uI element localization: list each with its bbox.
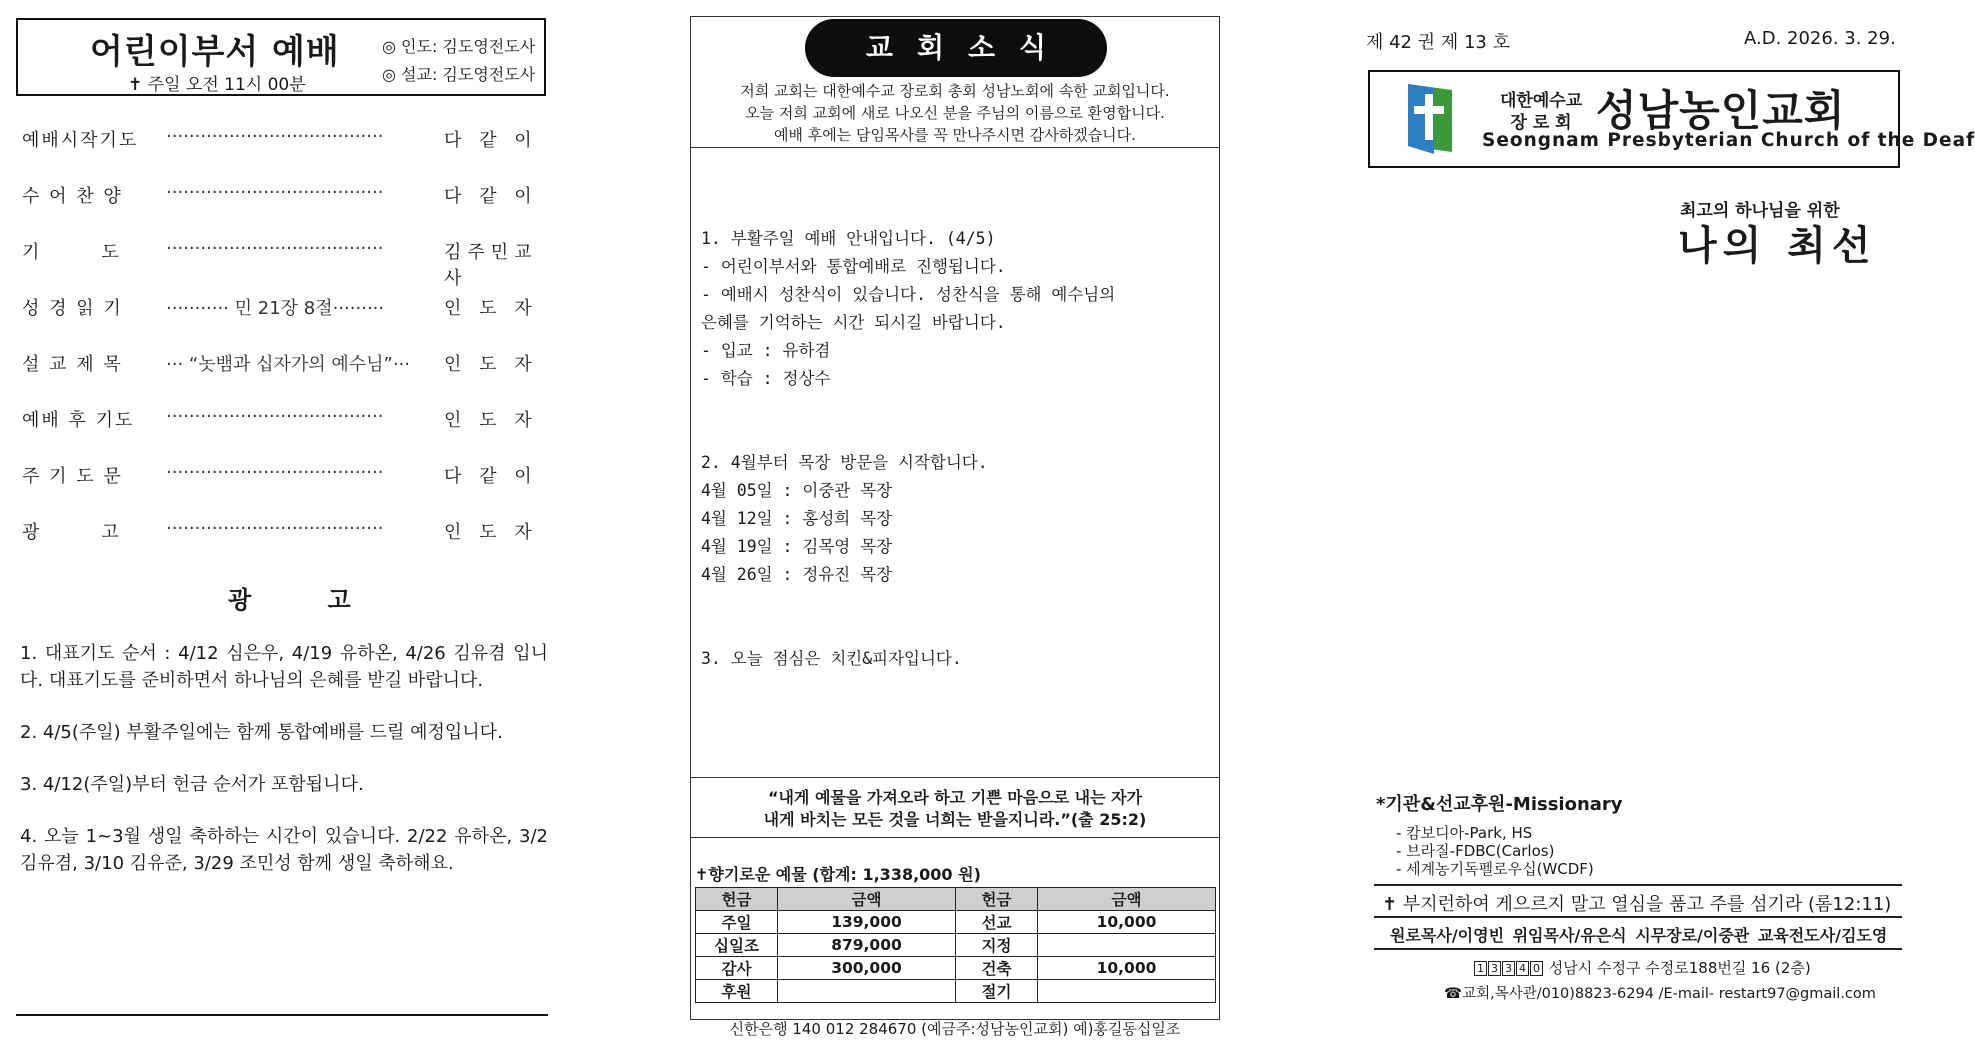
table-cell	[1038, 980, 1216, 1003]
order-item-sermon-title: ··· “놋뱀과 십자가의 예수님”···	[166, 354, 411, 375]
verse-line: 내게 바치는 모든 것을 너희는 받을지니라.”(출 25:2)	[763, 810, 1147, 829]
table-cell: 십일조	[696, 934, 778, 957]
table-cell: 절기	[956, 980, 1038, 1003]
church-news-panel	[690, 0, 1220, 1052]
table-header-cell: 금액	[1038, 888, 1216, 911]
news-line: - 입교 : 유하겸	[701, 341, 831, 360]
intro-line: 오늘 저희 교회에 새로 나오신 분을 주님의 이름으로 환영합니다.	[745, 104, 1165, 122]
church-name-english: Seongnam Presbyterian Church of the Deaf	[1482, 130, 1975, 151]
intro-line: 저희 교회는 대한예수교 장로회 총회 성남노회에 속한 교회입니다.	[740, 82, 1170, 100]
table-row	[696, 980, 1216, 1003]
service-title: 어린이부서 예배	[90, 32, 340, 72]
table-row	[696, 957, 1216, 980]
news-line: - 학습 : 정상수	[701, 369, 831, 388]
service-time: ✝ 주일 오전 11시 00분	[128, 75, 306, 95]
denomination-line: 대한예수교	[1500, 91, 1583, 111]
order-item-who: 다 같 이	[444, 466, 538, 487]
order-item-who: 인 도 자	[444, 410, 538, 431]
table-cell: 건축	[956, 957, 1038, 980]
news-line: 3. 오늘 점심은 치킨&피자입니다.	[701, 649, 962, 668]
order-item-leader-dots: ······································	[166, 238, 384, 259]
staff-list: 원로목사/이영빈 위임목사/유은식 시무장로/이중관 교육전도사/김도영	[1390, 926, 1888, 945]
order-item	[20, 120, 540, 176]
phone-icon: ☎	[1444, 986, 1463, 1002]
postcode-digit: 4	[1516, 961, 1529, 976]
order-item-leader-dots: ······································	[166, 518, 384, 539]
table-cell: 지정	[956, 934, 1038, 957]
announcements-heading: 광 고	[228, 586, 385, 614]
intro-divider	[691, 147, 1219, 148]
address-text: 성남시 수정구 수정로188번길 16 (2층)	[1548, 959, 1811, 977]
order-item-leader-dots: ······································	[166, 182, 384, 203]
postcode-digit: 0	[1530, 961, 1543, 976]
quote-divider-top	[691, 777, 1219, 778]
contact-text: 교회,목사관/010)8823-6294 /E-mail- restart97@gmail.com	[1462, 986, 1876, 1002]
missionary-item: - 세계농기독펠로우십(WCDF)	[1396, 860, 1594, 878]
order-item-label: 성 경 읽 기	[22, 298, 123, 319]
table-cell: 879,000	[778, 934, 956, 957]
motto-title: 나의 최선	[1678, 223, 1877, 269]
postcode-digit: 1	[1474, 961, 1487, 976]
table-cell: 10,000	[1038, 957, 1216, 980]
order-item-label: 예배 후 기도	[22, 410, 135, 431]
order-item	[20, 232, 540, 288]
table-row	[696, 911, 1216, 934]
order-item	[20, 344, 540, 400]
issue-date: A.D. 2026. 3. 29.	[1744, 28, 1896, 49]
order-item-scripture: ··········· 민 21장 8절·········	[166, 298, 385, 319]
order-item	[20, 456, 540, 512]
service-header-box	[16, 18, 546, 96]
table-cell: 선교	[956, 911, 1038, 934]
order-item-who: 김주민교사	[444, 242, 538, 289]
verse-line: “내게 예물을 가져오라 하고 기쁜 마음으로 내는 자가	[767, 788, 1143, 807]
order-item-label: 설 교 제 목	[22, 354, 123, 375]
order-item-who: 인 도 자	[444, 298, 538, 319]
table-cell: 감사	[696, 957, 778, 980]
postcode-digit: 3	[1488, 961, 1501, 976]
order-item-who: 인 도 자	[444, 522, 538, 543]
table-cell: 후원	[696, 980, 778, 1003]
news-line: - 예배시 성찬식이 있습니다. 성찬식을 통해 예수님의	[701, 285, 1116, 304]
verse-divider-top	[1374, 884, 1902, 886]
table-cell: 300,000	[778, 957, 956, 980]
cover-panel	[1360, 0, 1975, 1052]
news-line: 1. 부활주일 예배 안내입니다. (4/5)	[701, 229, 996, 248]
table-cell: 주일	[696, 911, 778, 934]
bible-verse: ✝ 부지런하여 게으르지 말고 열심을 품고 주를 섬기라 (롬12:11)	[1382, 894, 1892, 915]
news-line: 4월 19일 : 김목영 목장	[701, 537, 893, 556]
order-item-label: 기 도	[22, 242, 121, 263]
bottom-divider	[16, 1014, 548, 1016]
table-cell: 10,000	[1038, 911, 1216, 934]
news-line: 2. 4월부터 목장 방문을 시작합니다.	[701, 453, 988, 472]
staff-divider	[1374, 948, 1902, 950]
order-item	[20, 176, 540, 232]
order-item-leader-dots: ······································	[166, 406, 384, 427]
contact-info	[1444, 982, 1876, 1003]
news-line: 4월 26일 : 정유진 목장	[701, 565, 893, 584]
missionary-item: - 캄보디아-Park, HS	[1396, 824, 1533, 842]
order-item-label: 예배시작기도	[22, 130, 139, 151]
worship-order-panel	[0, 0, 560, 1052]
news-intro	[691, 80, 1219, 146]
table-header-cell: 헌금	[696, 888, 778, 911]
news-line: 은혜를 기억하는 시간 되시길 바랍니다.	[701, 313, 1006, 332]
order-item-label: 수 어 찬 양	[22, 186, 123, 207]
church-address	[1474, 957, 1811, 978]
order-item-leader-dots: ······································	[166, 462, 384, 483]
service-preacher: ◎ 설교: 김도영전도사	[382, 65, 536, 84]
motto-subtitle: 최고의 하나님을 위한	[1680, 201, 1840, 221]
denomination-line: 장 로 회	[1510, 113, 1572, 133]
table-header-cell: 금액	[778, 888, 956, 911]
worship-order-list	[20, 120, 540, 568]
bank-account: 신한은행 140 012 284670 (예금주:성남농인교회) 예)홍길동십일조	[729, 1020, 1181, 1038]
news-line: 4월 05일 : 이중관 목장	[701, 481, 893, 500]
announcements-list	[20, 640, 548, 902]
announcement-item: 1. 대표기도 순서 : 4/12 심은우, 4/19 유하온, 4/26 김유겸 입니다. 대표기도를 준비하면서 하나님의 은혜를 받길 바랍니다.	[20, 643, 548, 691]
order-item	[20, 512, 540, 568]
offering-heading: ✝향기로운 예물 (합계: 1,338,000 원)	[695, 865, 981, 884]
volume-number: 제 42 권 제 13 호	[1366, 32, 1510, 53]
intro-line: 예배 후에는 담임목사를 꼭 만나주시면 감사하겠습니다.	[774, 126, 1136, 144]
table-cell	[1038, 934, 1216, 957]
order-item-label: 주 기 도 문	[22, 466, 123, 487]
news-title: 교회소식	[805, 19, 1107, 77]
order-item	[20, 288, 540, 344]
quote-divider-bottom	[691, 837, 1219, 838]
news-line: 4월 12일 : 홍성희 목장	[701, 509, 893, 528]
postcode-digit: 3	[1502, 961, 1515, 976]
order-item-label: 광 고	[22, 522, 121, 543]
verse-divider-bottom	[1374, 916, 1902, 918]
news-line: - 어린이부서와 통합예배로 진행됩니다.	[701, 257, 1006, 276]
order-item	[20, 400, 540, 456]
offering-verse	[691, 787, 1219, 831]
table-row	[696, 934, 1216, 957]
cross-door-icon	[1404, 80, 1456, 156]
news-body	[701, 225, 1206, 673]
news-box	[690, 16, 1220, 1020]
denomination	[1500, 90, 1582, 134]
order-item-who: 다 같 이	[444, 130, 538, 151]
table-cell	[778, 980, 956, 1003]
church-logo-box	[1368, 70, 1975, 168]
service-leader: ◎ 인도: 김도영전도사	[382, 37, 536, 56]
table-header-cell: 헌금	[956, 888, 1038, 911]
order-item-leader-dots: ······································	[166, 126, 384, 147]
table-cell: 139,000	[778, 911, 956, 934]
missionary-title: *기관&선교후원-Missionary	[1376, 794, 1623, 815]
church-name: 성남농인교회	[1596, 86, 1846, 135]
order-item-who: 다 같 이	[444, 186, 538, 207]
missionary-list	[1396, 824, 1594, 878]
announcement-item: 3. 4/12(주일)부터 헌금 순서가 포함됩니다.	[20, 774, 364, 795]
missionary-item: - 브라질-FDBC(Carlos)	[1396, 842, 1555, 860]
offering-table	[695, 887, 1216, 1003]
announcement-item: 2. 4/5(주일) 부활주일에는 함께 통합예배를 드릴 예정입니다.	[20, 722, 503, 743]
order-item-who: 인 도 자	[444, 354, 538, 375]
announcement-item: 4. 오늘 1~3월 생일 축하하는 시간이 있습니다. 2/22 유하온, 3/2 김유겸, 3/10 김유준, 3/29 조민성 함께 생일 축하해요.	[20, 826, 548, 874]
table-header-row	[696, 888, 1216, 911]
